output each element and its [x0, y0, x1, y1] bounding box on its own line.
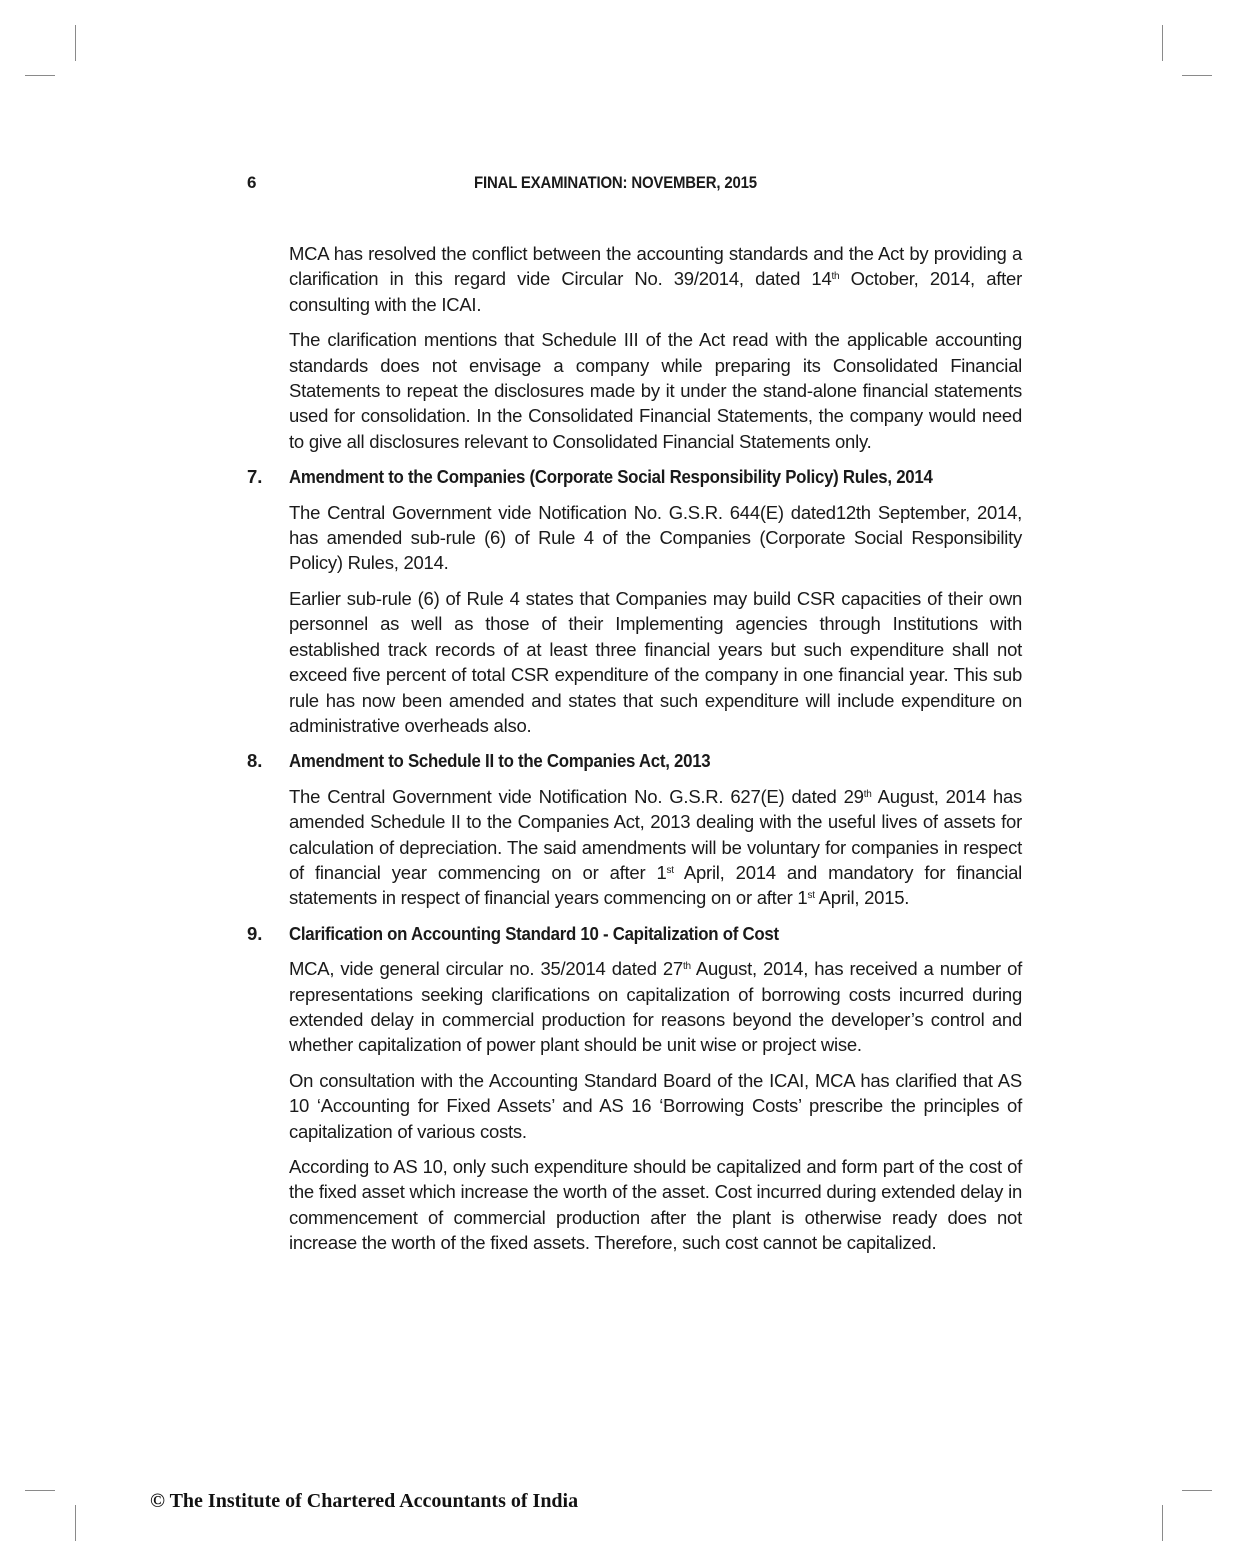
crop-mark-bottom-left-vertical [75, 1505, 76, 1541]
page-number: 6 [247, 173, 257, 192]
section-heading: Amendment to the Companies (Corporate Social Responsibility Policy) Rules, 2014 [289, 466, 933, 488]
crop-mark-top-left-horizontal [25, 75, 55, 76]
section-7-paragraph-2: Earlier sub-rule (6) of Rule 4 states that Companies may build CSR capacities of their own personnel as well as those of their Implementing agencies through Institutions with established track records of at least three financial years but such expenditure shall not exceed five percent of total CSR expenditure of the company in one financial year. This sub rule has now been amended and states that such expenditure will include expenditure on administrative overheads also. [289, 587, 1022, 736]
section-9-paragraph-1: MCA, vide general circular no. 35/2014 dated 27th August, 2014, has received a number of representations seeking clarifications on capitalization of borrowing costs incurred during extended delay in commercial production for reasons beyond the developer’s control and whether capitalization of power plant should be unit wise or project wise. [289, 958, 1022, 1056]
crop-mark-top-right-vertical [1162, 25, 1163, 61]
section-8-header [247, 748, 1022, 773]
page-content [247, 241, 1022, 1266]
section-7-header [247, 464, 1022, 489]
intro-paragraph-1: MCA has resolved the conflict between the accounting standards and the Act by providing a clarification in this regard vide Circular No. 39/2014, dated 14th October, 2014, after consulting with the ICAI. [289, 243, 1022, 315]
crop-mark-bottom-left-horizontal [25, 1490, 55, 1491]
section-heading: Clarification on Accounting Standard 10 - Capitalization of Cost [289, 922, 779, 944]
section-9-header [247, 921, 1022, 946]
section-9-paragraph-3: According to AS 10, only such expenditure should be capitalized and form part of the cost of the fixed asset which increase the worth of the asset. Cost incurred during extended delay in commencement of commercial production after the plant is otherwise ready does not increase the worth of the fixed assets. Therefore, such cost cannot be capitalized. [289, 1156, 1022, 1254]
copyright-footer: © The Institute of Chartered Accountants of India [150, 1490, 579, 1512]
section-number: 8. [247, 750, 263, 772]
running-header [0, 173, 1238, 195]
crop-mark-bottom-right-vertical [1162, 1505, 1163, 1541]
section-8-paragraph-1: The Central Government vide Notification No. G.S.R. 627(E) dated 29th August, 2014 has amended Schedule II to the Companies Act, 2013 dealing with the useful lives of assets for calculation of depreciation. The said amendments will be voluntary for companies in respect of financial year commencing on or after 1st April, 2014 and mandatory for financial statements in respect of financial years commencing on or after 1st April, 2015. [289, 785, 1022, 909]
crop-mark-top-left-vertical [75, 25, 76, 61]
crop-mark-top-right-horizontal [1182, 75, 1212, 76]
crop-mark-bottom-right-horizontal [1182, 1490, 1212, 1491]
section-9-paragraph-2: On consultation with the Accounting Standard Board of the ICAI, MCA has clarified that AS 10 ‘Accounting for Fixed Assets’ and AS 16 ‘Borrowing Costs’ prescribe the principles of capitalization of various costs. [289, 1069, 1022, 1142]
page-title: FINAL EXAMINATION: NOVEMBER, 2015 [474, 173, 757, 192]
section-7-paragraph-1: The Central Government vide Notification No. G.S.R. 644(E) dated12th September, 2014, has amended sub-rule (6) of Rule 4 of the Companies (Corporate Social Responsibility Policy) Rules, 2014. [289, 501, 1022, 574]
section-number: 7. [247, 466, 263, 488]
section-heading: Amendment to Schedule II to the Companies Act, 2013 [289, 750, 711, 772]
section-number: 9. [247, 922, 263, 944]
intro-paragraph-2: The clarification mentions that Schedule III of the Act read with the applicable accounting standards does not envisage a company while preparing its Consolidated Financial Statements to repeat the disclosures made by it under the stand-alone financial statements used for consolidation. In the Consolidated Financial Statements, the company would need to give all disclosures relevant to Consolidated Financial Statements only. [289, 329, 1022, 452]
